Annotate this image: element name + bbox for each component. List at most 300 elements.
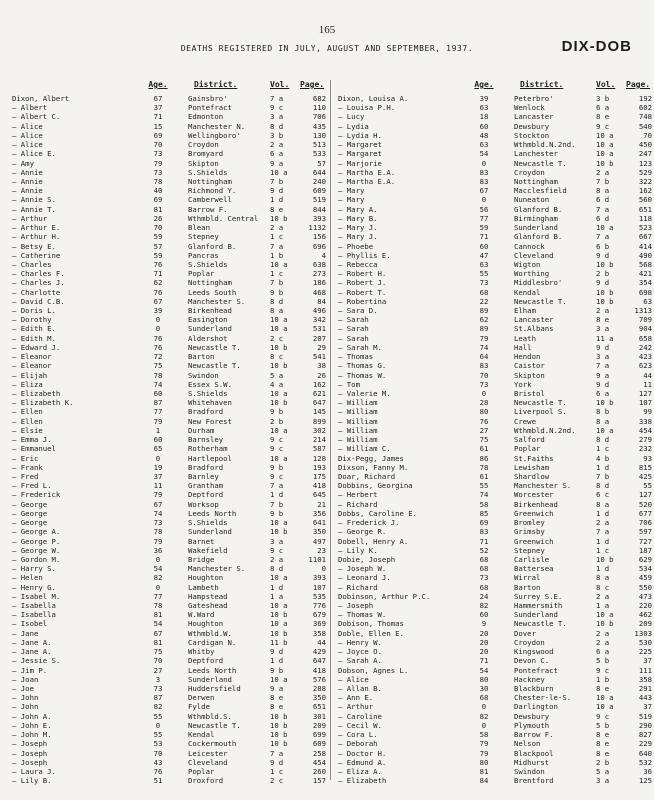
entry-age: 24 <box>479 591 489 601</box>
entry-district: Sunderland <box>514 223 558 233</box>
register-entry <box>338 619 652 628</box>
entry-vol: 7 b <box>596 471 610 481</box>
entry-vol: 2 a <box>596 628 610 638</box>
entry-page: 209 <box>312 720 326 730</box>
entry-vol: 6 d <box>596 213 610 223</box>
entry-vol: 6 a <box>270 149 284 159</box>
register-entry <box>12 315 326 324</box>
register-entry <box>12 306 326 315</box>
entry-district: Wthmbld.N.2nd. <box>514 425 576 435</box>
entry-age: 27 <box>479 425 489 435</box>
entry-age: 81 <box>479 766 489 776</box>
register-entry <box>12 103 326 112</box>
entry-vol: 3 a <box>270 112 284 122</box>
entry-page: 99 <box>643 407 652 417</box>
entry-name: — Joan <box>12 674 39 684</box>
entry-name: Dobson, Agnes L. <box>338 665 409 675</box>
entry-vol: 10 a <box>596 693 614 703</box>
entry-age: 48 <box>479 130 489 140</box>
entry-age: 36 <box>153 545 163 555</box>
entry-page: 435 <box>312 121 326 131</box>
entry-page: 602 <box>638 103 652 113</box>
entry-age: 58 <box>479 730 489 740</box>
right-entries <box>338 94 652 785</box>
entry-page: 118 <box>638 213 652 223</box>
entry-page: 288 <box>312 684 326 693</box>
entry-district: Swindon <box>188 370 219 380</box>
register-entry <box>338 352 652 361</box>
entry-page: 130 <box>312 130 326 140</box>
entry-page: 44 <box>317 637 326 647</box>
entry-page: 519 <box>312 195 326 205</box>
entry-name: — Dorothy <box>12 315 52 325</box>
entry-name: — Albert <box>12 103 48 113</box>
entry-page: 229 <box>638 739 652 749</box>
register-entry <box>338 223 652 232</box>
register-entry <box>338 666 652 675</box>
entry-vol: 10 b <box>270 398 288 408</box>
entry-district: Surrey S.E. <box>514 591 563 601</box>
entry-vol: 7 a <box>596 232 610 242</box>
entry-page: 290 <box>638 720 652 730</box>
entry-district: Barrow F. <box>514 730 554 740</box>
entry-name: Dobbs, Caroline E. <box>338 508 418 518</box>
register-entry <box>338 555 652 564</box>
entry-name: — Eliza A. <box>338 766 382 776</box>
register-entry <box>338 481 652 490</box>
entry-name: — Sarah <box>338 315 369 325</box>
register-entry <box>338 435 652 444</box>
entry-vol: 9 c <box>270 545 284 555</box>
entry-name: — John <box>12 702 39 712</box>
entry-page: 623 <box>638 361 652 371</box>
register-entry <box>338 721 652 730</box>
entry-name: — Ellen <box>12 407 43 417</box>
entry-age: 47 <box>479 250 489 260</box>
entry-name: Doar, Richard <box>338 471 396 481</box>
entry-age: 60 <box>479 610 489 620</box>
entry-page: 128 <box>312 453 326 463</box>
register-entry <box>12 131 326 140</box>
entry-page: 225 <box>638 647 652 657</box>
entry-district: Greenwich <box>514 536 554 546</box>
register-entry <box>12 297 326 306</box>
entry-age: 79 <box>153 416 163 426</box>
name-range: DIX-DOB <box>561 38 632 55</box>
entry-district: Whitehaven <box>188 398 232 408</box>
entry-district: Sunderland <box>514 610 558 620</box>
entry-age: 78 <box>153 370 163 380</box>
entry-vol: 10 a <box>270 674 288 684</box>
entry-name: — Eleanor <box>12 352 52 362</box>
register-entry <box>12 656 326 665</box>
register-entry <box>12 463 326 472</box>
entry-name: — Sarah A. <box>338 656 382 666</box>
entry-vol: 8 a <box>596 186 610 196</box>
entry-age: 55 <box>479 269 489 279</box>
register-entry <box>12 159 326 168</box>
entry-age: 74 <box>153 379 163 389</box>
entry-page: 815 <box>638 462 652 472</box>
entry-name: — Isabella <box>12 601 56 611</box>
entry-vol: 9 c <box>596 121 610 131</box>
entry-vol: 9 d <box>596 250 610 260</box>
entry-district: Easington <box>188 315 228 325</box>
register-entry <box>12 647 326 656</box>
entry-page: 421 <box>638 269 652 279</box>
entry-page: 667 <box>638 232 652 242</box>
register-entry <box>338 324 652 333</box>
entry-page: 11 <box>643 379 652 389</box>
entry-page: 338 <box>638 416 652 426</box>
entry-district: Peterbro' <box>514 94 554 103</box>
entry-page: 576 <box>312 674 326 684</box>
entry-vol: 3 b <box>270 130 284 140</box>
entry-district: Wirral <box>514 573 541 583</box>
entry-district: Wigton <box>514 259 541 269</box>
entry-age: 73 <box>479 573 489 583</box>
register-entry <box>12 380 326 389</box>
entry-page: 70 <box>643 130 652 140</box>
entry-vol: 3 a <box>596 324 610 334</box>
entry-district: Hammersmith <box>514 601 563 611</box>
entry-page: 162 <box>638 186 652 196</box>
register-entry <box>12 269 326 278</box>
entry-district: Newcastle T. <box>188 720 241 730</box>
entry-age: 76 <box>153 287 163 297</box>
entry-age: 79 <box>153 158 163 168</box>
entry-name: — Henry W. <box>338 637 382 647</box>
entry-name: — Marjorie <box>338 158 382 168</box>
entry-age: 79 <box>479 739 489 749</box>
entry-district: Brentford <box>514 776 554 786</box>
entry-vol: 7 a <box>270 748 284 758</box>
entry-page: 232 <box>638 444 652 454</box>
entry-district: Houghton <box>188 619 224 629</box>
entry-district: Barton <box>188 352 215 362</box>
register-entry <box>12 629 326 638</box>
entry-vol: 9 d <box>596 379 610 389</box>
entry-name: — Eleanor <box>12 361 52 371</box>
entry-vol: 6 c <box>596 490 610 500</box>
entry-name: — Ellen <box>12 416 43 426</box>
register-entry <box>338 315 652 324</box>
register-entry <box>338 426 652 435</box>
register-entry <box>12 601 326 610</box>
entry-district: Bromyard <box>188 149 224 159</box>
entry-page: 291 <box>638 684 652 693</box>
entry-name: — William <box>338 425 378 435</box>
register-entry <box>12 352 326 361</box>
entry-name: Doble, Ellen E. <box>338 628 404 638</box>
register-entry <box>12 398 326 407</box>
entry-district: Sunderland <box>188 674 232 684</box>
register-entry <box>12 288 326 297</box>
entry-vol: 10 a <box>270 453 288 463</box>
entry-name: — George W. <box>12 545 61 555</box>
register-entry <box>12 251 326 260</box>
entry-district: St.Albans <box>514 324 554 334</box>
entry-age: 76 <box>479 416 489 426</box>
entry-name: — Mary B. <box>338 213 378 223</box>
entry-name: — Edward J. <box>12 342 61 352</box>
entry-district: Devon C. <box>514 656 550 666</box>
entry-page: 302 <box>312 425 326 435</box>
entry-page: 706 <box>638 518 652 528</box>
entry-age: 0 <box>481 720 487 730</box>
register-entry <box>12 426 326 435</box>
entry-vol: 9 a <box>270 158 284 168</box>
entry-vol: 9 d <box>270 757 284 767</box>
register-entry <box>338 343 652 352</box>
entry-age: 76 <box>153 259 163 269</box>
entry-age: 81 <box>153 610 163 620</box>
entry-name: — Deborah <box>338 739 378 749</box>
entry-page: 354 <box>638 278 652 288</box>
entry-name: — Cora L. <box>338 730 378 740</box>
entry-age: 51 <box>153 776 163 786</box>
entry-name: — Emma J. <box>12 435 52 445</box>
entry-page: 44 <box>643 370 652 380</box>
entry-district: Cardigan N. <box>188 637 237 647</box>
entry-age: 0 <box>155 315 161 325</box>
entry-age: 79 <box>153 536 163 546</box>
register-entry <box>12 242 326 251</box>
entry-vol: 10 a <box>596 223 614 233</box>
entry-vol: 7 a <box>270 241 284 251</box>
register-entry <box>12 435 326 444</box>
register-entry <box>338 490 652 499</box>
register-entry <box>338 573 652 582</box>
entry-age: 1 <box>155 425 161 435</box>
entry-vol: 1 b <box>596 674 610 684</box>
register-entry <box>338 168 652 177</box>
register-entry <box>338 463 652 472</box>
entry-age: 73 <box>153 518 163 528</box>
entry-name: — Elijah <box>12 370 48 380</box>
entry-name: — Mary <box>338 195 365 205</box>
entry-age: 76 <box>153 342 163 352</box>
register-entry <box>12 675 326 684</box>
register-entry <box>12 324 326 333</box>
entry-age: 71 <box>479 656 489 666</box>
vol-header: Vol. <box>270 80 290 89</box>
entry-page: 454 <box>638 425 652 435</box>
entry-page: 640 <box>638 748 652 758</box>
register-entry <box>12 195 326 204</box>
entry-age: 77 <box>153 591 163 601</box>
entry-vol: 8 a <box>596 573 610 583</box>
entry-district: Lancaster <box>514 315 554 325</box>
entry-page: 706 <box>312 112 326 122</box>
entry-name: — Charles J. <box>12 278 65 288</box>
entry-page: 127 <box>638 490 652 500</box>
entry-district: Macclesfield <box>514 186 567 196</box>
entry-age: 89 <box>479 324 489 334</box>
entry-age: 39 <box>479 94 489 103</box>
entry-name: Dixon, Louisa A. <box>338 94 409 103</box>
entry-vol: 3 a <box>596 776 610 786</box>
entry-page: 535 <box>312 591 326 601</box>
entry-age: 0 <box>481 195 487 205</box>
entry-age: 62 <box>479 315 489 325</box>
register-entry <box>338 739 652 748</box>
entry-page: 727 <box>638 536 652 546</box>
entry-name: — Annie <box>12 176 43 186</box>
entry-vol: 3 b <box>596 94 610 103</box>
entry-name: — William <box>338 398 378 408</box>
entry-page: 651 <box>638 204 652 214</box>
entry-age: 63 <box>479 140 489 150</box>
entry-age: 80 <box>479 407 489 417</box>
entry-age: 62 <box>153 278 163 288</box>
register-entry <box>12 564 326 573</box>
entry-vol: 8 d <box>270 121 284 131</box>
entry-vol: 9 c <box>270 444 284 454</box>
entry-name: — Thomas <box>338 352 374 362</box>
entry-vol: 1 b <box>270 250 284 260</box>
entry-age: 71 <box>153 112 163 122</box>
entry-page: 597 <box>638 527 652 537</box>
entry-name: — Arthur H. <box>12 232 61 242</box>
entry-vol: 6 a <box>596 647 610 657</box>
entry-age: 67 <box>153 296 163 306</box>
register-entry <box>12 186 326 195</box>
page-number: 165 <box>318 24 336 36</box>
entry-page: 93 <box>643 453 652 463</box>
entry-district: Nottingham <box>188 278 232 288</box>
entry-vol: 4 a <box>270 379 284 389</box>
entry-page: 473 <box>638 591 652 601</box>
entry-vol: 10 a <box>270 573 288 583</box>
entry-vol: 2 b <box>596 269 610 279</box>
entry-page: 125 <box>638 776 652 786</box>
entry-page: 550 <box>638 582 652 592</box>
register-entry <box>12 481 326 490</box>
entry-page: 459 <box>638 573 652 583</box>
entry-page: 393 <box>312 573 326 583</box>
register-entry <box>338 749 652 758</box>
entry-name: — George <box>12 508 48 518</box>
entry-district: York <box>514 379 532 389</box>
register-entry <box>338 122 652 131</box>
register-entry <box>338 278 652 287</box>
entry-district: S.Shields <box>188 259 228 269</box>
entry-age: 74 <box>479 342 489 352</box>
entry-name: — William <box>338 435 378 445</box>
entry-age: 58 <box>479 499 489 509</box>
register-entry <box>12 140 326 149</box>
register-entry <box>12 610 326 619</box>
entry-vol: 9 a <box>270 684 284 693</box>
entry-district: Houghton <box>188 573 224 583</box>
entry-age: 87 <box>153 693 163 703</box>
entry-vol: 2 a <box>270 223 284 233</box>
entry-district: Wenlock <box>514 103 545 113</box>
entry-vol: 8 e <box>270 693 284 703</box>
entry-district: Skipton <box>188 158 219 168</box>
entry-vol: 11 b <box>270 637 288 647</box>
entry-name: — Sara D. <box>338 306 378 316</box>
entry-vol: 6 a <box>596 389 610 398</box>
entry-page: 393 <box>312 213 326 223</box>
entry-district: Cannock <box>514 241 545 251</box>
register-entry <box>338 380 652 389</box>
entry-age: 0 <box>481 389 487 398</box>
register-entry <box>338 159 652 168</box>
register-entry <box>12 149 326 158</box>
entry-vol: 10 a <box>270 324 288 334</box>
entry-district: Hall <box>514 342 532 352</box>
register-entry <box>338 444 652 453</box>
register-entry <box>338 767 652 776</box>
register-entry <box>338 398 652 407</box>
entry-page: 55 <box>643 481 652 491</box>
entry-vol: 7 a <box>596 527 610 537</box>
entry-age: 61 <box>479 471 489 481</box>
register-entry <box>12 767 326 776</box>
entry-district: Leeds South <box>188 287 237 297</box>
entry-vol: 9 c <box>270 103 284 113</box>
register-entry <box>338 693 652 702</box>
register-entry <box>12 758 326 767</box>
entry-vol: 10 b <box>270 361 288 371</box>
entry-age: 70 <box>153 223 163 233</box>
register-entry <box>338 251 652 260</box>
entry-page: 418 <box>312 665 326 675</box>
entry-page: 899 <box>312 416 326 426</box>
entry-vol: 3 a <box>596 352 610 362</box>
entry-district: Stockton <box>514 130 550 140</box>
entry-vol: 10 b <box>270 628 288 638</box>
entry-age: 84 <box>479 776 489 786</box>
entry-page: 258 <box>312 748 326 758</box>
entry-name: — Gordon M. <box>12 554 61 564</box>
entry-page: 621 <box>312 389 326 398</box>
register-entry <box>12 666 326 675</box>
register-entry <box>338 702 652 711</box>
entry-district: Chester-le-S. <box>514 693 572 703</box>
entry-name: — Cecil W. <box>338 720 382 730</box>
entry-age: 65 <box>153 444 163 454</box>
entry-page: 38 <box>317 361 326 371</box>
entry-vol: 8 a <box>596 416 610 426</box>
entry-name: — Elizabeth K. <box>12 398 74 408</box>
entry-vol: 7 a <box>270 481 284 491</box>
entry-name: — Robert T. <box>338 287 387 297</box>
entry-page: 450 <box>638 140 652 150</box>
entry-page: 279 <box>638 435 652 445</box>
entry-vol: 10 b <box>270 711 288 721</box>
entry-age: 0 <box>155 453 161 463</box>
entry-age: 54 <box>153 619 163 629</box>
register-entry <box>338 94 652 103</box>
register-entry <box>338 610 652 619</box>
entry-page: 123 <box>638 158 652 168</box>
entry-district: Blackpool <box>514 748 554 758</box>
entry-page: 520 <box>638 499 652 509</box>
entry-age: 59 <box>153 250 163 260</box>
register-entry <box>338 149 652 158</box>
entry-district: Wakefield <box>188 545 228 555</box>
entry-district: Leeds North <box>188 508 237 518</box>
entry-district: Hampstead <box>188 591 228 601</box>
entry-vol: 10 a <box>270 518 288 528</box>
register-entry <box>338 297 652 306</box>
entry-name: — Eliza <box>12 379 43 389</box>
entry-vol: 8 e <box>596 684 610 693</box>
entry-page: 490 <box>638 250 652 260</box>
